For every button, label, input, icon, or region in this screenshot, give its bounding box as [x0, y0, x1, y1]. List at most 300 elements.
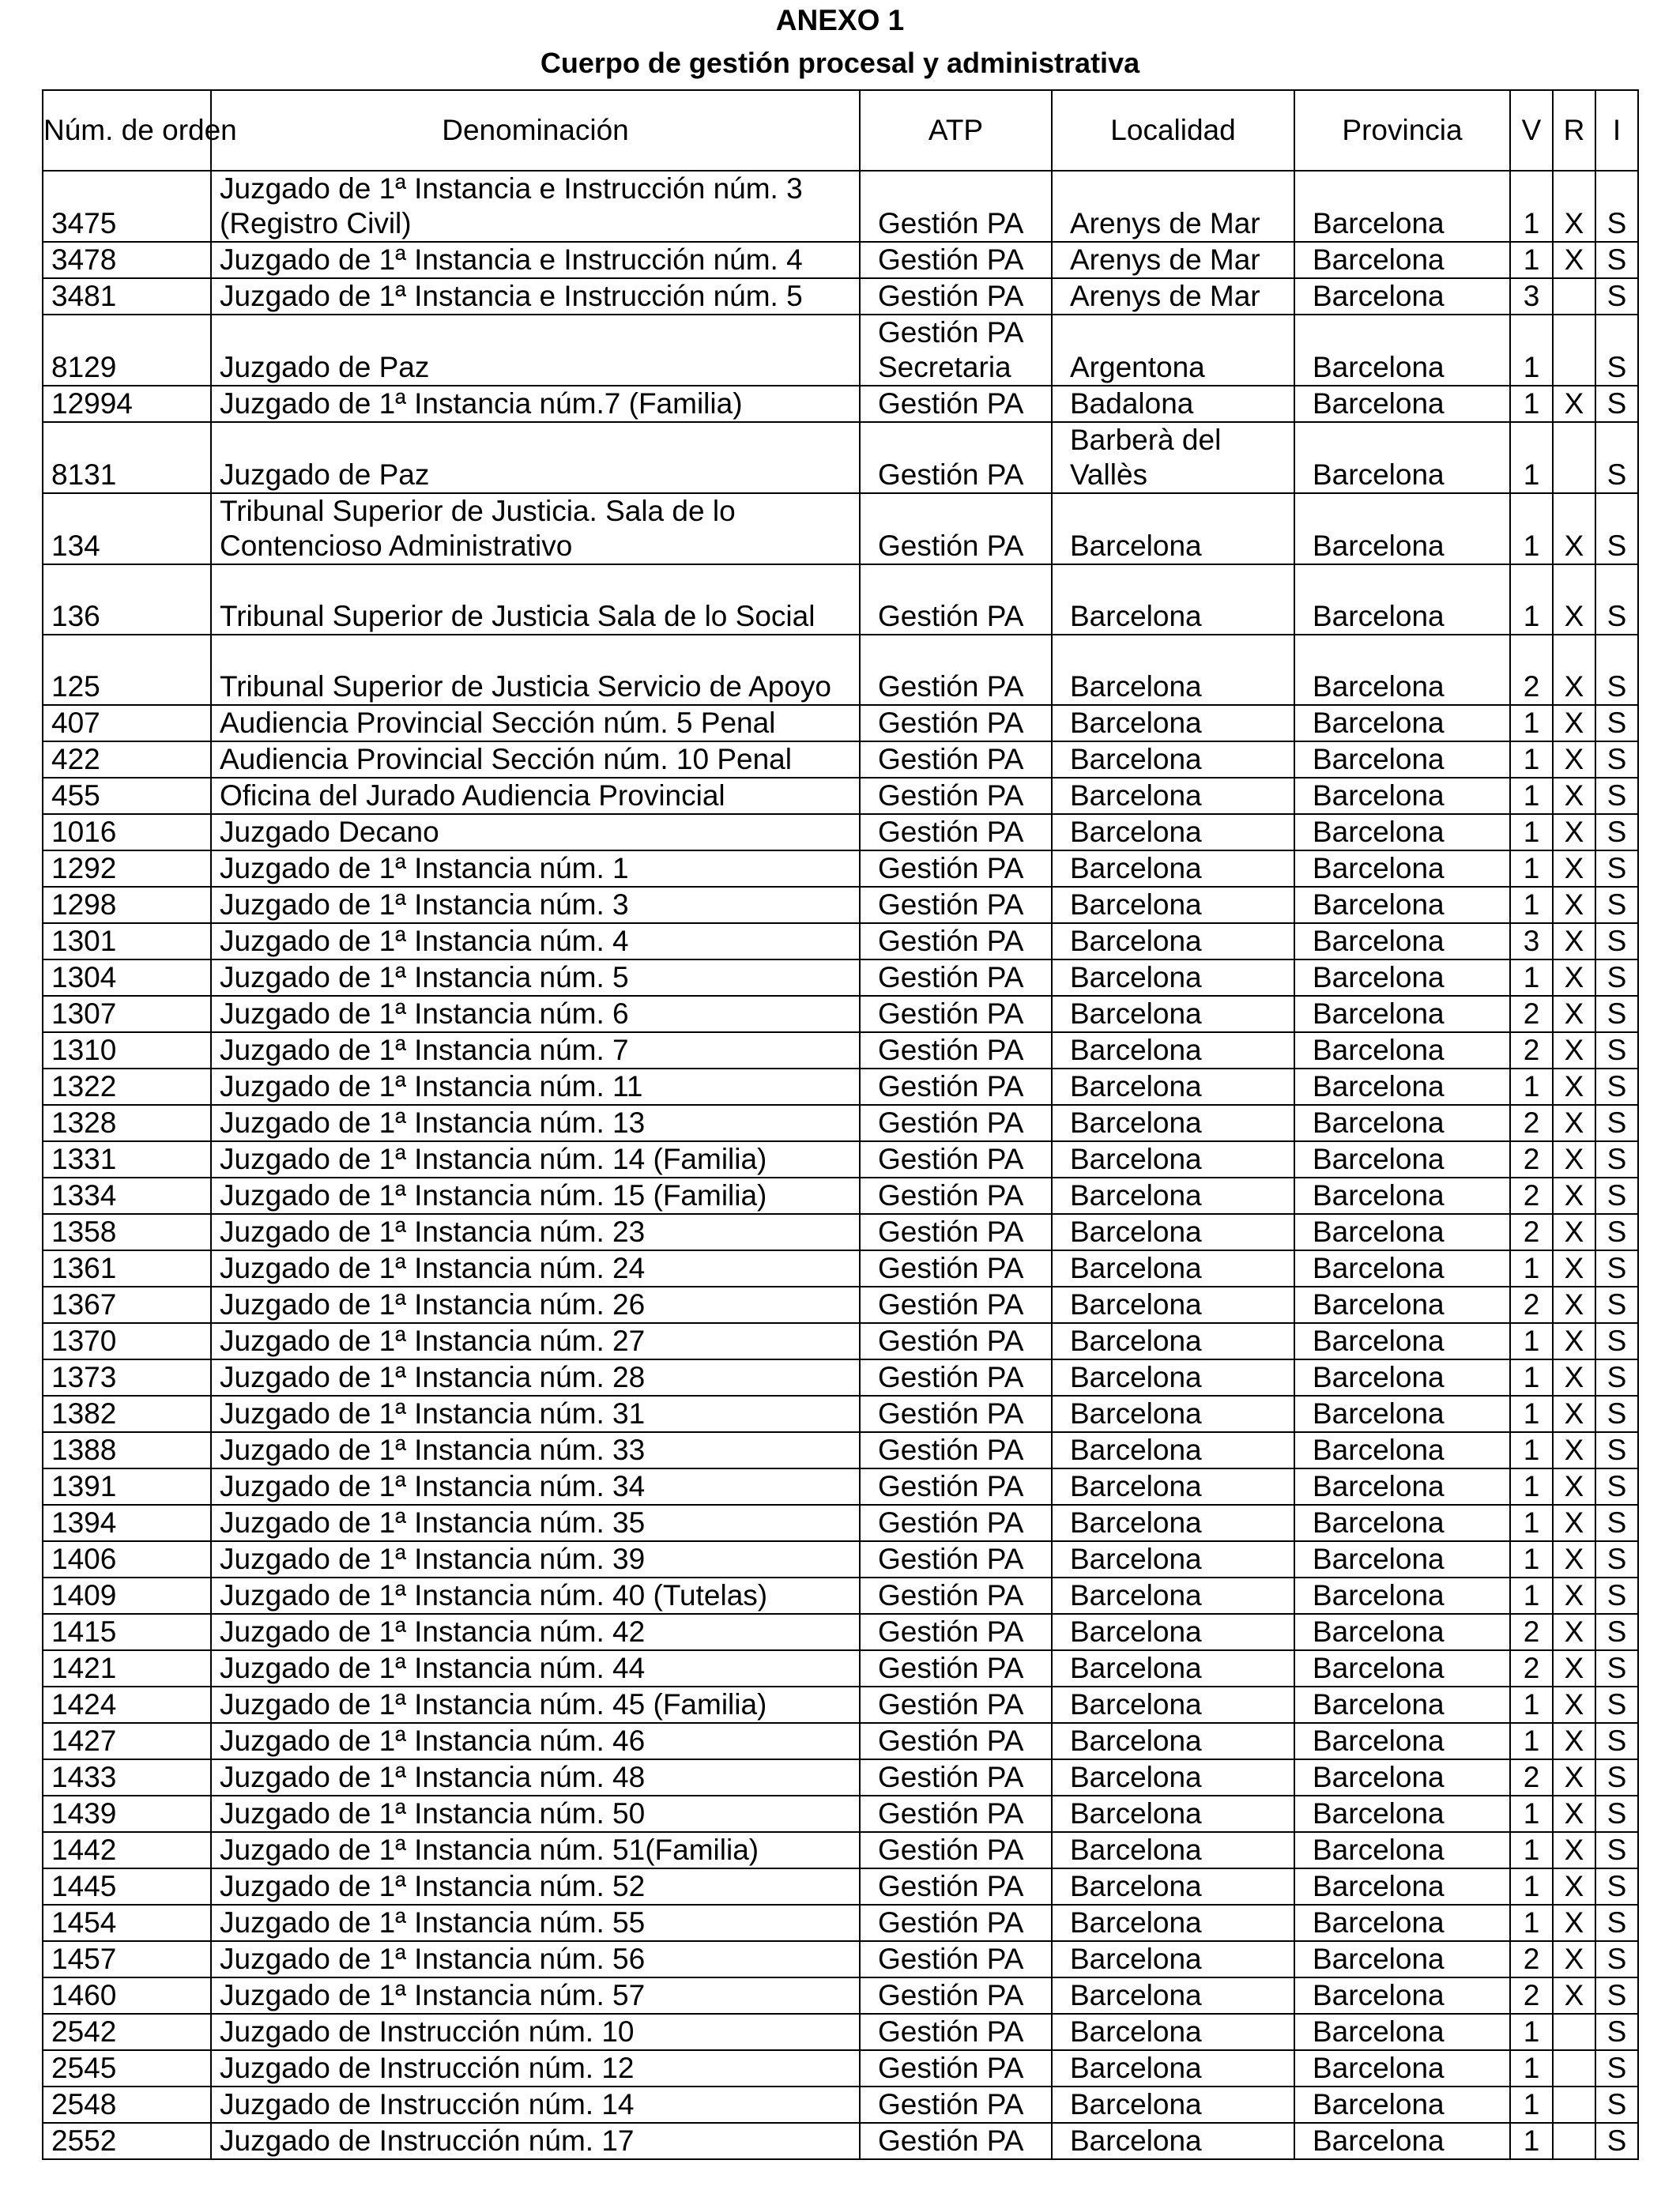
- column-header-provincia: Provincia: [1294, 90, 1510, 171]
- table-row: [43, 1141, 1638, 1178]
- cell-v: 1: [1510, 1541, 1553, 1578]
- cell-v: 3: [1510, 923, 1553, 959]
- cell-denominacion: Juzgado de 1ª Instancia núm. 23: [211, 1214, 860, 1250]
- cell-localidad: Barcelona: [1052, 1650, 1294, 1687]
- cell-v: 1: [1510, 2087, 1553, 2123]
- cell-atp: Gestión PA: [860, 1069, 1052, 1105]
- table-row: [43, 1941, 1638, 1977]
- cell-v: 1: [1510, 1250, 1553, 1287]
- cell-localidad: Barcelona: [1052, 1032, 1294, 1069]
- table-header-row: [43, 90, 1638, 171]
- cell-r: X: [1553, 1359, 1595, 1396]
- cell-localidad: Barcelona: [1052, 1323, 1294, 1359]
- cell-i: S: [1595, 2050, 1638, 2087]
- cell-r: X: [1553, 493, 1595, 564]
- cell-provincia: Barcelona: [1294, 1832, 1510, 1868]
- cell-localidad: Argentona: [1052, 315, 1294, 386]
- cell-num-orden: 1304: [43, 959, 211, 996]
- cell-num-orden: 1388: [43, 1432, 211, 1468]
- cell-denominacion: Audiencia Provincial Sección núm. 10 Penal: [211, 741, 860, 778]
- cell-v: 1: [1510, 1396, 1553, 1432]
- cell-localidad: Barcelona: [1052, 1905, 1294, 1941]
- cell-r: X: [1553, 242, 1595, 278]
- table-row: [43, 1759, 1638, 1796]
- table-row: [43, 1250, 1638, 1287]
- cell-num-orden: 2548: [43, 2087, 211, 2123]
- table-row: [43, 923, 1638, 959]
- page-subtitle: Cuerpo de gestión procesal y administrativa: [540, 47, 1140, 79]
- cell-num-orden: 422: [43, 741, 211, 778]
- cell-v: 1: [1510, 315, 1553, 386]
- cell-localidad: Barcelona: [1052, 1214, 1294, 1250]
- column-header-atp: ATP: [860, 90, 1052, 171]
- cell-v: 1: [1510, 1432, 1553, 1468]
- cell-localidad: Barcelona: [1052, 1468, 1294, 1505]
- cell-atp: Gestión PA: [860, 959, 1052, 996]
- cell-atp: Gestión PA: [860, 705, 1052, 741]
- cell-r: X: [1553, 1796, 1595, 1832]
- cell-atp: Gestión PA: [860, 564, 1052, 635]
- cell-r: X: [1553, 1759, 1595, 1796]
- cell-r: X: [1553, 1396, 1595, 1432]
- cell-i: S: [1595, 1396, 1638, 1432]
- cell-i: S: [1595, 2123, 1638, 2159]
- cell-r: [1553, 422, 1595, 493]
- cell-provincia: Barcelona: [1294, 315, 1510, 386]
- cell-i: S: [1595, 1614, 1638, 1650]
- cell-i: S: [1595, 1178, 1638, 1214]
- cell-num-orden: 2542: [43, 2014, 211, 2050]
- cell-i: S: [1595, 1505, 1638, 1541]
- cell-denominacion: Juzgado de 1ª Instancia núm. 51(Familia): [211, 1832, 860, 1868]
- cell-atp: Gestión PA: [860, 1105, 1052, 1141]
- cell-v: 1: [1510, 242, 1553, 278]
- cell-atp: Gestión PA: [860, 2123, 1052, 2159]
- cell-localidad: Barcelona: [1052, 2123, 1294, 2159]
- cell-provincia: Barcelona: [1294, 1578, 1510, 1614]
- cell-localidad: Barcelona: [1052, 1141, 1294, 1178]
- cell-num-orden: 3478: [43, 242, 211, 278]
- cell-v: 2: [1510, 1178, 1553, 1214]
- cell-denominacion: Juzgado de 1ª Instancia núm. 7: [211, 1032, 860, 1069]
- cell-i: S: [1595, 1287, 1638, 1323]
- cell-localidad: Barcelona: [1052, 635, 1294, 705]
- table-row: [43, 996, 1638, 1032]
- cell-denominacion: Juzgado de 1ª Instancia núm. 13: [211, 1105, 860, 1141]
- cell-provincia: Barcelona: [1294, 1178, 1510, 1214]
- cell-localidad: Barcelona: [1052, 1432, 1294, 1468]
- cell-v: 1: [1510, 386, 1553, 422]
- cell-num-orden: 1427: [43, 1723, 211, 1759]
- cell-v: 2: [1510, 635, 1553, 705]
- cell-i: S: [1595, 887, 1638, 923]
- table-row: [43, 959, 1638, 996]
- cell-num-orden: 1406: [43, 1541, 211, 1578]
- cell-num-orden: 1421: [43, 1650, 211, 1687]
- table-row: [43, 1214, 1638, 1250]
- cell-r: X: [1553, 635, 1595, 705]
- cell-provincia: Barcelona: [1294, 1396, 1510, 1432]
- table-row: [43, 1687, 1638, 1723]
- cell-denominacion: Juzgado de 1ª Instancia núm. 50: [211, 1796, 860, 1832]
- cell-r: X: [1553, 171, 1595, 242]
- cell-provincia: Barcelona: [1294, 996, 1510, 1032]
- table-row: [43, 1468, 1638, 1505]
- cell-num-orden: 3475: [43, 171, 211, 242]
- cell-localidad: Barcelona: [1052, 1687, 1294, 1723]
- cell-i: S: [1595, 705, 1638, 741]
- cell-num-orden: 1358: [43, 1214, 211, 1250]
- cell-provincia: Barcelona: [1294, 1287, 1510, 1323]
- cell-atp: Gestión PA: [860, 741, 1052, 778]
- table-row: [43, 778, 1638, 814]
- cell-v: 1: [1510, 1468, 1553, 1505]
- cell-i: S: [1595, 1069, 1638, 1105]
- cell-v: 2: [1510, 996, 1553, 1032]
- cell-num-orden: 1328: [43, 1105, 211, 1141]
- cell-localidad: Arenys de Mar: [1052, 242, 1294, 278]
- cell-denominacion: Audiencia Provincial Sección núm. 5 Penal: [211, 705, 860, 741]
- cell-atp: Gestión PA: [860, 2087, 1052, 2123]
- cell-r: X: [1553, 996, 1595, 1032]
- cell-atp: Gestión PA: [860, 1687, 1052, 1723]
- cell-v: 1: [1510, 564, 1553, 635]
- cell-r: X: [1553, 1323, 1595, 1359]
- cell-i: S: [1595, 923, 1638, 959]
- cell-denominacion: Juzgado de 1ª Instancia núm. 11: [211, 1069, 860, 1105]
- cell-v: 1: [1510, 1687, 1553, 1723]
- cell-localidad: Barcelona: [1052, 1178, 1294, 1214]
- cell-v: 2: [1510, 1941, 1553, 1977]
- cell-localidad: Barcelona: [1052, 2087, 1294, 2123]
- cell-atp: Gestión PA: [860, 1287, 1052, 1323]
- cell-i: S: [1595, 1032, 1638, 1069]
- cell-i: S: [1595, 422, 1638, 493]
- cell-provincia: Barcelona: [1294, 1977, 1510, 2014]
- cell-provincia: Barcelona: [1294, 1141, 1510, 1178]
- cell-i: S: [1595, 850, 1638, 887]
- cell-denominacion: Juzgado de 1ª Instancia núm. 24: [211, 1250, 860, 1287]
- cell-num-orden: 1409: [43, 1578, 211, 1614]
- table-row: [43, 1032, 1638, 1069]
- cell-atp: Gestión PA: [860, 1723, 1052, 1759]
- cell-atp: Gestión PA: [860, 778, 1052, 814]
- cell-provincia: Barcelona: [1294, 705, 1510, 741]
- table-row: [43, 1505, 1638, 1541]
- cell-denominacion: Juzgado de 1ª Instancia núm. 27: [211, 1323, 860, 1359]
- column-header-r: R: [1553, 90, 1595, 171]
- cell-i: S: [1595, 1468, 1638, 1505]
- cell-i: S: [1595, 1868, 1638, 1905]
- cell-i: S: [1595, 171, 1638, 242]
- cell-i: S: [1595, 1723, 1638, 1759]
- table-row: [43, 1578, 1638, 1614]
- cell-localidad: Barcelona: [1052, 1723, 1294, 1759]
- cell-provincia: Barcelona: [1294, 1032, 1510, 1069]
- cell-num-orden: 1394: [43, 1505, 211, 1541]
- cell-localidad: Arenys de Mar: [1052, 278, 1294, 315]
- cell-atp: Gestión PA: [860, 1905, 1052, 1941]
- cell-i: S: [1595, 315, 1638, 386]
- cell-i: S: [1595, 1141, 1638, 1178]
- table-row: [43, 1105, 1638, 1141]
- cell-localidad: Barcelona: [1052, 2050, 1294, 2087]
- cell-provincia: Barcelona: [1294, 959, 1510, 996]
- cell-atp: Gestión PA: [860, 493, 1052, 564]
- cell-denominacion: Tribunal Superior de Justicia Servicio de Apoyo: [211, 635, 860, 705]
- cell-r: X: [1553, 1614, 1595, 1650]
- cell-num-orden: 1424: [43, 1687, 211, 1723]
- cell-v: 1: [1510, 1505, 1553, 1541]
- cell-atp: Gestión PA: [860, 2014, 1052, 2050]
- table-row: [43, 1832, 1638, 1868]
- cell-provincia: Barcelona: [1294, 778, 1510, 814]
- cell-provincia: Barcelona: [1294, 1650, 1510, 1687]
- cell-num-orden: 1370: [43, 1323, 211, 1359]
- cell-denominacion: Oficina del Jurado Audiencia Provincial: [211, 778, 860, 814]
- cell-provincia: Barcelona: [1294, 1105, 1510, 1141]
- table-row: [43, 2014, 1638, 2050]
- cell-atp: Gestión PA: [860, 1468, 1052, 1505]
- cell-provincia: Barcelona: [1294, 386, 1510, 422]
- cell-num-orden: 8131: [43, 422, 211, 493]
- cell-num-orden: 1334: [43, 1178, 211, 1214]
- cell-r: [1553, 2014, 1595, 2050]
- table-row: [43, 171, 1638, 242]
- cell-v: 1: [1510, 1905, 1553, 1941]
- cell-num-orden: 1391: [43, 1468, 211, 1505]
- cell-denominacion: Juzgado de 1ª Instancia núm. 44: [211, 1650, 860, 1687]
- cell-provincia: Barcelona: [1294, 923, 1510, 959]
- table-row: [43, 1396, 1638, 1432]
- cell-atp: Gestión PA: [860, 1650, 1052, 1687]
- column-header-denominacion: Denominación: [211, 90, 860, 171]
- table-row: [43, 741, 1638, 778]
- cell-v: 2: [1510, 1650, 1553, 1687]
- cell-r: X: [1553, 1578, 1595, 1614]
- cell-provincia: Barcelona: [1294, 1868, 1510, 1905]
- cell-v: 2: [1510, 1287, 1553, 1323]
- cell-atp: Gestión PA: [860, 887, 1052, 923]
- cell-atp: Gestión PA: [860, 1250, 1052, 1287]
- cell-r: X: [1553, 1069, 1595, 1105]
- cell-v: 2: [1510, 1141, 1553, 1178]
- cell-localidad: Barcelona: [1052, 1069, 1294, 1105]
- cell-r: X: [1553, 1214, 1595, 1250]
- cell-i: S: [1595, 1977, 1638, 2014]
- cell-provincia: Barcelona: [1294, 2087, 1510, 2123]
- cell-denominacion: Juzgado de 1ª Instancia núm. 42: [211, 1614, 860, 1650]
- cell-atp: Gestión PA: [860, 1541, 1052, 1578]
- table-body: [43, 171, 1638, 2159]
- cell-i: S: [1595, 635, 1638, 705]
- cell-denominacion: Juzgado de 1ª Instancia núm. 26: [211, 1287, 860, 1323]
- cell-denominacion: Juzgado de 1ª Instancia núm. 15 (Familia): [211, 1178, 860, 1214]
- cell-i: S: [1595, 1359, 1638, 1396]
- cell-atp: Gestión PA: [860, 2050, 1052, 2087]
- cell-v: 1: [1510, 1359, 1553, 1396]
- cell-i: S: [1595, 959, 1638, 996]
- cell-atp: Gestión PA: [860, 1941, 1052, 1977]
- cell-atp: Gestión PA: [860, 1578, 1052, 1614]
- cell-denominacion: Juzgado de 1ª Instancia núm. 46: [211, 1723, 860, 1759]
- cell-num-orden: 1301: [43, 923, 211, 959]
- cell-v: 2: [1510, 1977, 1553, 2014]
- table-row: [43, 1359, 1638, 1396]
- cell-atp: Gestión PA: [860, 1032, 1052, 1069]
- cell-i: S: [1595, 741, 1638, 778]
- cell-num-orden: 1310: [43, 1032, 211, 1069]
- table-row: [43, 1977, 1638, 2014]
- cell-denominacion: Juzgado de 1ª Instancia núm. 40 (Tutelas): [211, 1578, 860, 1614]
- cell-provincia: Barcelona: [1294, 242, 1510, 278]
- cell-i: S: [1595, 778, 1638, 814]
- cell-denominacion: Juzgado de 1ª Instancia núm. 35: [211, 1505, 860, 1541]
- cell-denominacion: Juzgado de 1ª Instancia núm. 3: [211, 887, 860, 923]
- cell-v: 1: [1510, 1578, 1553, 1614]
- table-row: [43, 2087, 1638, 2123]
- cell-provincia: Barcelona: [1294, 814, 1510, 850]
- cell-num-orden: 1460: [43, 1977, 211, 2014]
- cell-num-orden: 1445: [43, 1868, 211, 1905]
- cell-provincia: Barcelona: [1294, 1250, 1510, 1287]
- cell-provincia: Barcelona: [1294, 1759, 1510, 1796]
- cell-denominacion: Juzgado de 1ª Instancia núm. 34: [211, 1468, 860, 1505]
- table-row: [43, 242, 1638, 278]
- cell-provincia: Barcelona: [1294, 278, 1510, 315]
- cell-v: 2: [1510, 1032, 1553, 1069]
- cell-denominacion: Juzgado de 1ª Instancia núm. 55: [211, 1905, 860, 1941]
- cell-num-orden: 1016: [43, 814, 211, 850]
- cell-localidad: Barcelona: [1052, 1832, 1294, 1868]
- cell-provincia: Barcelona: [1294, 1468, 1510, 1505]
- cell-r: X: [1553, 1977, 1595, 2014]
- cell-r: X: [1553, 923, 1595, 959]
- cell-localidad: Barcelona: [1052, 850, 1294, 887]
- cell-denominacion: Juzgado de 1ª Instancia núm.7 (Familia): [211, 386, 860, 422]
- cell-v: 2: [1510, 1105, 1553, 1141]
- cell-r: X: [1553, 705, 1595, 741]
- cell-num-orden: 1439: [43, 1796, 211, 1832]
- cell-i: S: [1595, 1796, 1638, 1832]
- cell-r: X: [1553, 959, 1595, 996]
- cell-denominacion: Juzgado de 1ª Instancia núm. 6: [211, 996, 860, 1032]
- cell-num-orden: 1292: [43, 850, 211, 887]
- cell-v: 1: [1510, 814, 1553, 850]
- cell-i: S: [1595, 1941, 1638, 1977]
- cell-localidad: Barcelona: [1052, 778, 1294, 814]
- column-header-v: V: [1510, 90, 1553, 171]
- cell-atp: Gestión PA: [860, 1505, 1052, 1541]
- cell-provincia: Barcelona: [1294, 1505, 1510, 1541]
- cell-atp: Gestión PA: [860, 278, 1052, 315]
- cell-i: S: [1595, 493, 1638, 564]
- cell-localidad: Barcelona: [1052, 887, 1294, 923]
- cell-num-orden: 2552: [43, 2123, 211, 2159]
- cell-num-orden: 2545: [43, 2050, 211, 2087]
- cell-r: X: [1553, 1832, 1595, 1868]
- cell-localidad: Barcelona: [1052, 1578, 1294, 1614]
- cell-localidad: Barcelona: [1052, 1759, 1294, 1796]
- cell-num-orden: 1457: [43, 1941, 211, 1977]
- cell-v: 1: [1510, 1796, 1553, 1832]
- cell-i: S: [1595, 1214, 1638, 1250]
- cell-r: X: [1553, 1287, 1595, 1323]
- table-row: [43, 814, 1638, 850]
- cell-localidad: Barcelona: [1052, 1541, 1294, 1578]
- cell-r: X: [1553, 386, 1595, 422]
- table-row: [43, 1868, 1638, 1905]
- cell-provincia: Barcelona: [1294, 493, 1510, 564]
- table-row: [43, 1614, 1638, 1650]
- cell-r: X: [1553, 1250, 1595, 1287]
- cell-num-orden: 1331: [43, 1141, 211, 1178]
- cell-denominacion: Juzgado de 1ª Instancia núm. 4: [211, 923, 860, 959]
- cell-i: S: [1595, 996, 1638, 1032]
- cell-atp: Gestión PA: [860, 1977, 1052, 2014]
- cell-denominacion: Juzgado de 1ª Instancia e Instrucción núm. 3 (Registro Civil): [211, 171, 860, 242]
- cell-denominacion: Juzgado Decano: [211, 814, 860, 850]
- table-row: [43, 493, 1638, 564]
- cell-localidad: Arenys de Mar: [1052, 171, 1294, 242]
- cell-i: S: [1595, 564, 1638, 635]
- cell-i: S: [1595, 1578, 1638, 1614]
- cell-r: X: [1553, 564, 1595, 635]
- cell-provincia: Barcelona: [1294, 1323, 1510, 1359]
- cell-localidad: Barberà del Vallès: [1052, 422, 1294, 493]
- cell-localidad: Barcelona: [1052, 2014, 1294, 2050]
- cell-v: 1: [1510, 171, 1553, 242]
- cell-atp: Gestión PA: [860, 1432, 1052, 1468]
- cell-atp: Gestión PA: [860, 422, 1052, 493]
- cell-r: X: [1553, 741, 1595, 778]
- cell-provincia: Barcelona: [1294, 1905, 1510, 1941]
- cell-localidad: Barcelona: [1052, 1941, 1294, 1977]
- table-row: [43, 1323, 1638, 1359]
- cell-localidad: Barcelona: [1052, 1250, 1294, 1287]
- cell-v: 1: [1510, 2123, 1553, 2159]
- cell-num-orden: 1322: [43, 1069, 211, 1105]
- column-header-i: I: [1595, 90, 1638, 171]
- cell-localidad: Badalona: [1052, 386, 1294, 422]
- table-row: [43, 1069, 1638, 1105]
- cell-provincia: Barcelona: [1294, 1069, 1510, 1105]
- cell-num-orden: 8129: [43, 315, 211, 386]
- cell-denominacion: Juzgado de 1ª Instancia núm. 57: [211, 1977, 860, 2014]
- cell-atp: Gestión PA: [860, 1796, 1052, 1832]
- cell-i: S: [1595, 814, 1638, 850]
- cell-provincia: Barcelona: [1294, 850, 1510, 887]
- cell-num-orden: 3481: [43, 278, 211, 315]
- cell-v: 1: [1510, 778, 1553, 814]
- cell-r: [1553, 2123, 1595, 2159]
- cell-denominacion: Juzgado de 1ª Instancia núm. 48: [211, 1759, 860, 1796]
- cell-num-orden: 1442: [43, 1832, 211, 1868]
- cell-num-orden: 1367: [43, 1287, 211, 1323]
- cell-v: 1: [1510, 1832, 1553, 1868]
- cell-provincia: Barcelona: [1294, 1359, 1510, 1396]
- cell-denominacion: Juzgado de 1ª Instancia e Instrucción núm. 4: [211, 242, 860, 278]
- cell-provincia: Barcelona: [1294, 741, 1510, 778]
- cell-localidad: Barcelona: [1052, 493, 1294, 564]
- cell-num-orden: 134: [43, 493, 211, 564]
- cell-provincia: Barcelona: [1294, 2014, 1510, 2050]
- cell-r: [1553, 2050, 1595, 2087]
- cell-localidad: Barcelona: [1052, 923, 1294, 959]
- cell-i: S: [1595, 1105, 1638, 1141]
- cell-num-orden: 12994: [43, 386, 211, 422]
- cell-localidad: Barcelona: [1052, 1396, 1294, 1432]
